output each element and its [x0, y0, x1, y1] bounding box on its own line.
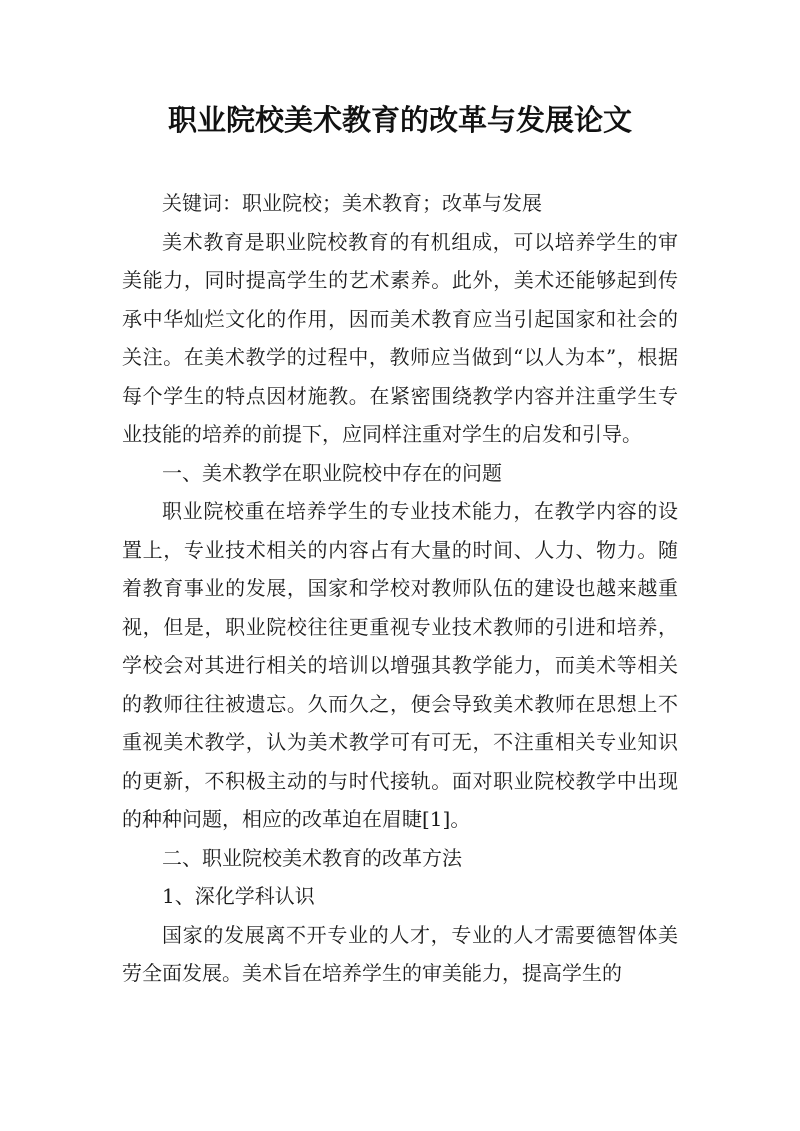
subsection-heading: 1、深化学科认识	[162, 884, 315, 908]
body-paragraph: 国家的发展离不开专业的人才，专业的人才需要德智体美劳全面发展。美术旨在培养学生的审美能力，提高学生的	[122, 922, 678, 985]
keywords-line: 关键词：职业院校；美术教育；改革与发展	[162, 191, 542, 215]
body-paragraph: 职业院校重在培养学生的专业技术能力，在教学内容的设置上，专业技术相关的内容占有大量的时间、人力、物力。随着教育事业的发展，国家和学校对教师队伍的建设也越来越重视，但是，职业院校往往更重视专业技术教师的引进和培养，学校会对其进行相关的培训以增强其教学能力，而美术等相关的教师往往被遗忘。久而久之，便会导致美术教师在思想上不重视美术教学，认为美术教学可有可无，不注重相关专业知识的更新，不积极主动的与时代接轨。面对职业院校教学中出现的种种问题，相应的改革迫在眉睫[1]。	[122, 499, 678, 831]
document-body	[122, 184, 678, 993]
body-paragraph: 美术教育是职业院校教育的有机组成，可以培养学生的审美能力，同时提高学生的艺术素养。此外，美术还能够起到传承中华灿烂文化的作用，因而美术教育应当引起国家和社会的关注。在美术教学的过程中，教师应当做到“以人为本”，根据每个学生的特点因材施教。在紧密围绕教学内容并注重学生专业技能的培养的前提下，应同样注重对学生的启发和引导。	[122, 229, 678, 446]
section-heading: 一、美术教学在职业院校中存在的问题	[162, 460, 502, 485]
document-title: 职业院校美术教育的改革与发展论文	[167, 103, 632, 137]
section-heading: 二、职业院校美术教育的改革方法	[162, 845, 462, 870]
